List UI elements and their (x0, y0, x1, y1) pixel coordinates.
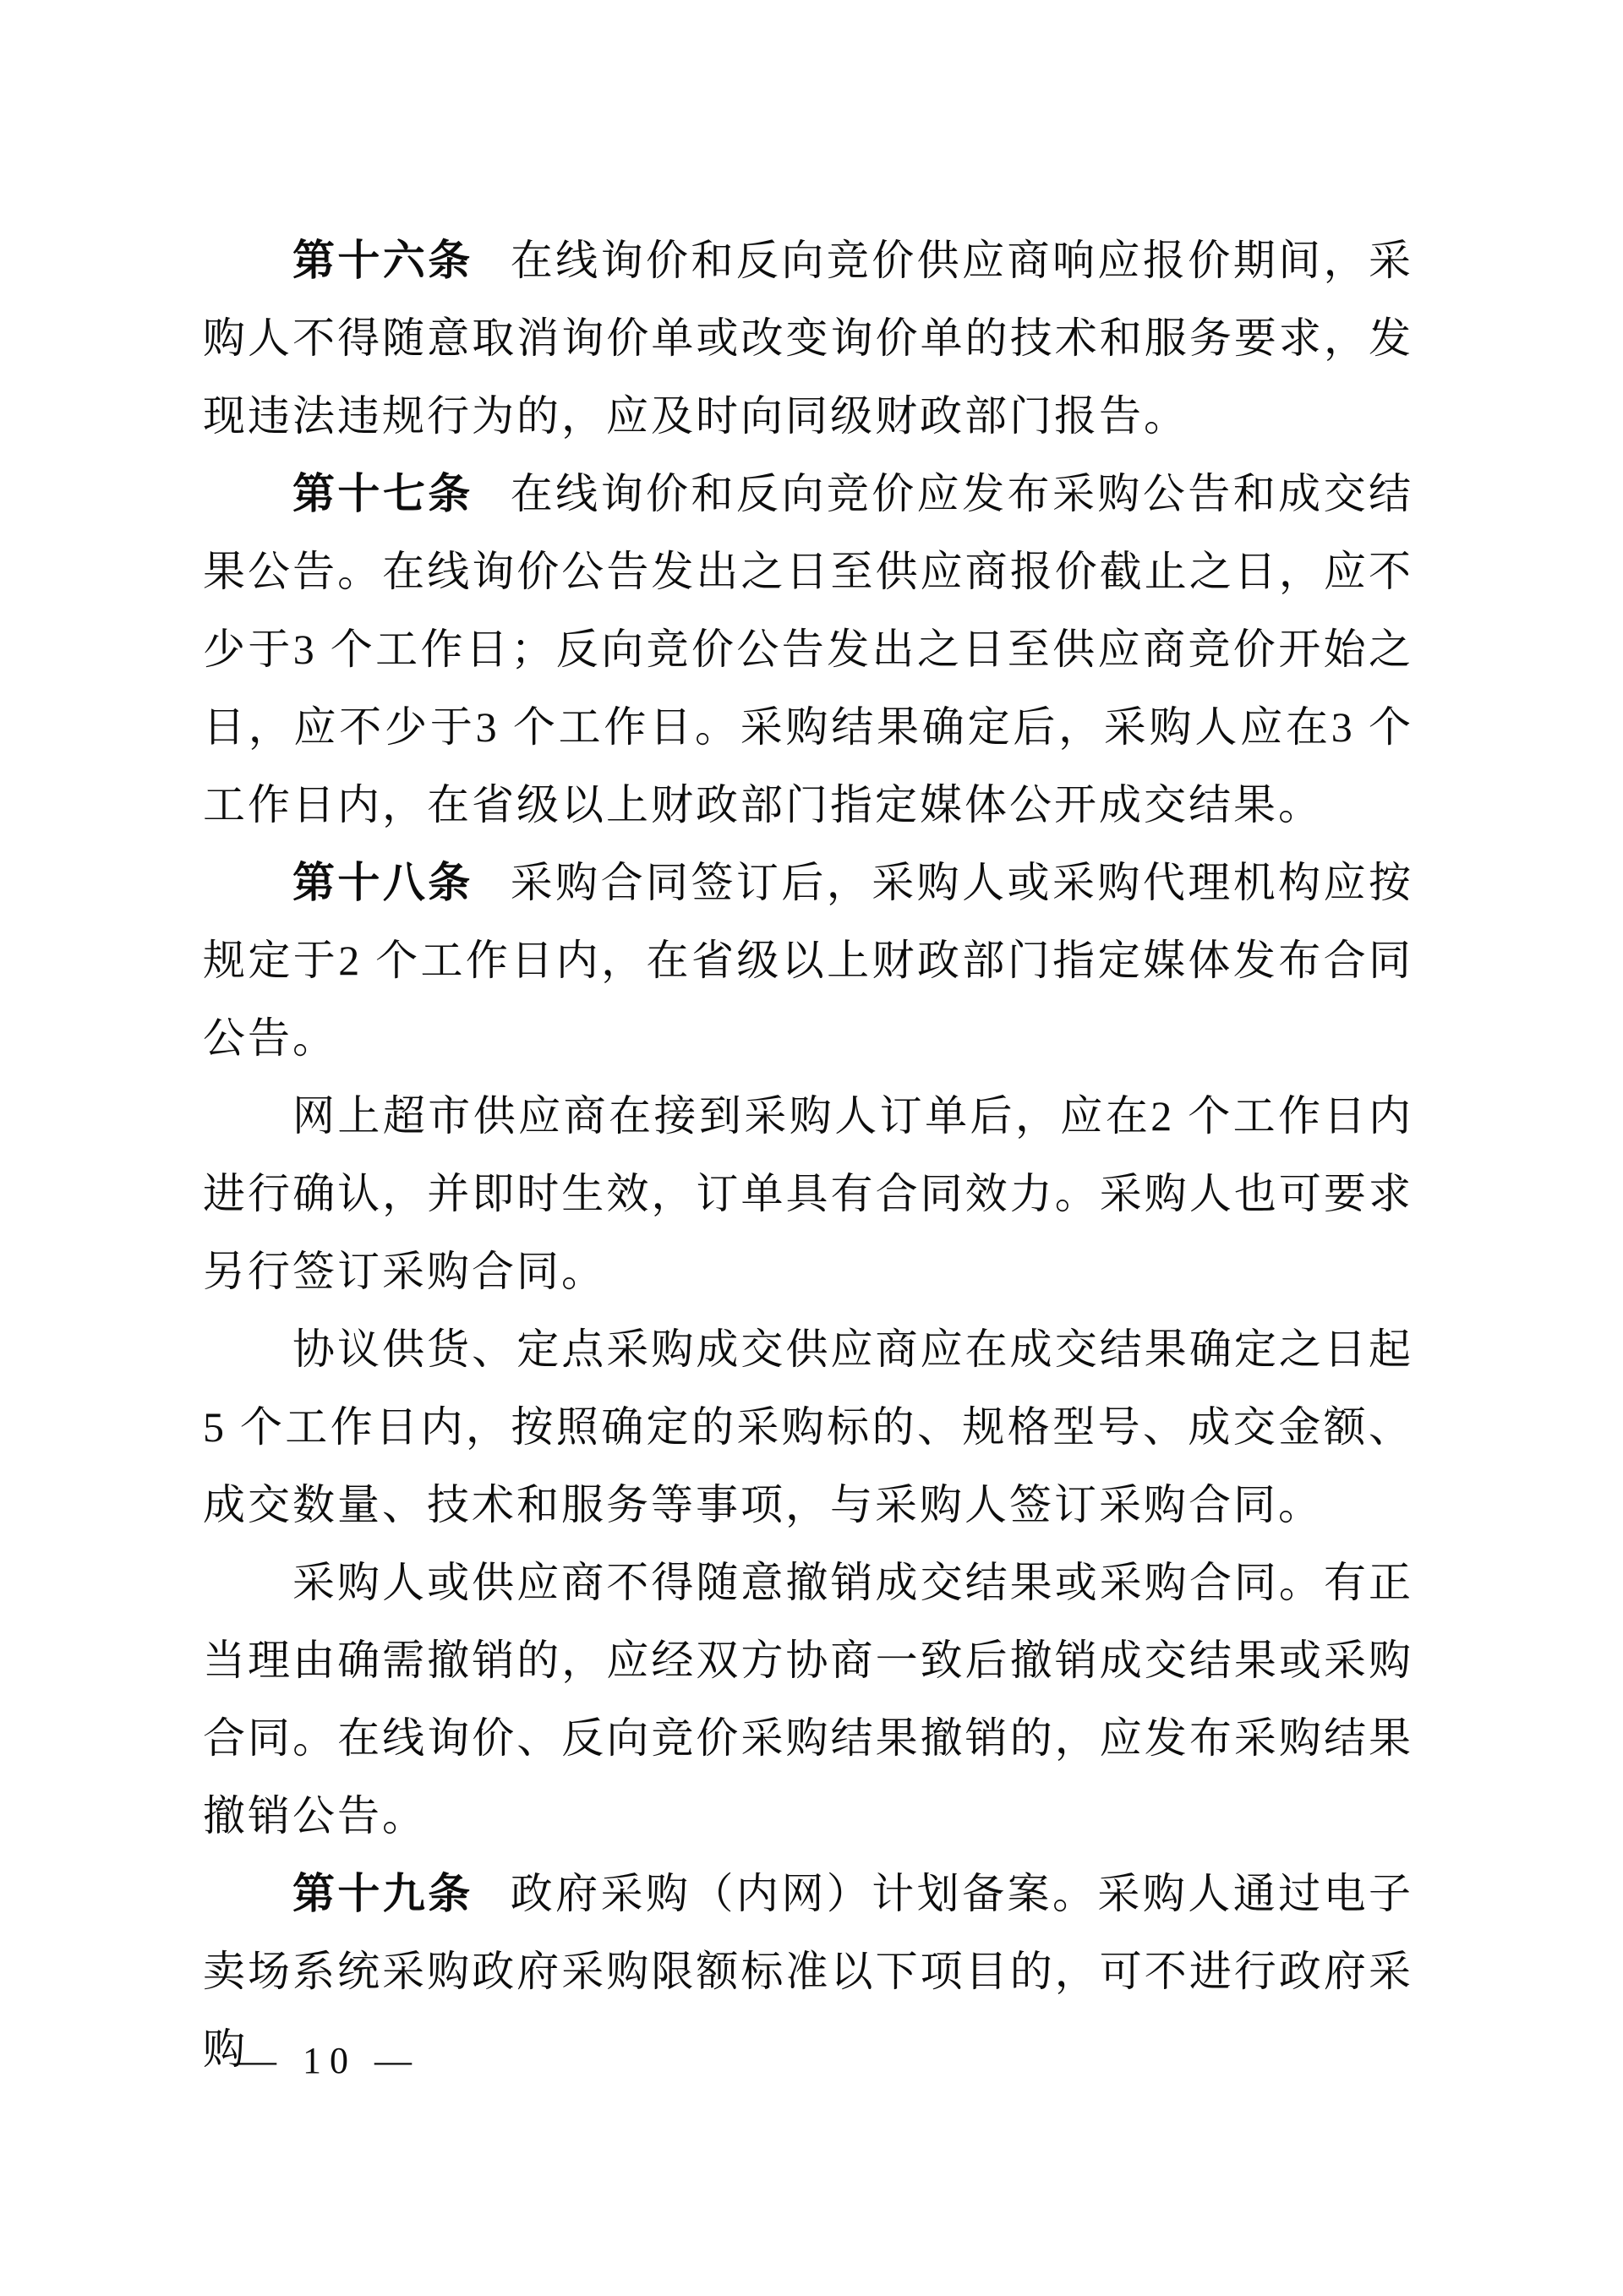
article-18-text: 采购合同签订后，采购人或采购代理机构应按规定于2 个工作日内，在省级以上财政部门指定媒体发布合同公告。 (203, 859, 1414, 1062)
paragraph-agreement-supply (203, 1310, 1413, 1544)
paragraph-article-16 (203, 221, 1413, 455)
article-16-heading: 第十六条 (292, 237, 473, 284)
article-19-text: 政府采购（内网）计划备案。采购人通过电子卖场系统采购政府采购限额标准以下项目的，可不进行政府采购 (203, 1870, 1414, 2073)
revocation-rules-text: 采购人或供应商不得随意撤销成交结果或采购合同。有正当理由确需撤销的，应经双方协商一致后撤销成交结果或采购合同。在线询价、反向竞价采购结果撤销的，应发布采购结果撤销公告。 (203, 1559, 1413, 1840)
paragraph-article-18 (203, 844, 1413, 1077)
page-number: — 10 — (239, 2040, 420, 2081)
article-17-text: 在线询价和反向竞价应发布采购公告和成交结果公告。在线询价公告发出之日至供应商报价截止之日，应不少于3 个工作日；反向竞价公告发出之日至供应商竞价开始之日，应不少于3 个工作日。采购结果确定后，采购人应在3 个工作日内，在省级以上财政部门指定媒体公开成交结果。 (203, 470, 1414, 828)
paragraph-online-mall-orders (203, 1077, 1413, 1310)
article-16-text: 在线询价和反向竞价供应商响应报价期间，采购人不得随意取消询价单或改变询价单的技术和服务要求，发现违法违规行为的，应及时向同级财政部门报告。 (203, 237, 1414, 440)
article-18-heading: 第十八条 (292, 859, 473, 906)
article-17-heading: 第十七条 (292, 470, 473, 517)
document-body (203, 221, 1413, 2088)
paragraph-revocation-rules (203, 1544, 1413, 1855)
online-mall-orders-text: 网上超市供应商在接到采购人订单后，应在2 个工作日内进行确认，并即时生效，订单具有合同效力。采购人也可要求另行签订采购合同。 (203, 1092, 1413, 1295)
paragraph-article-17 (203, 455, 1413, 844)
article-19-heading: 第十九条 (292, 1870, 473, 1917)
agreement-supply-text: 协议供货、定点采购成交供应商应在成交结果确定之日起5 个工作日内，按照确定的采购标的、规格型号、成交金额、成交数量、技术和服务等事项，与采购人签订采购合同。 (203, 1326, 1413, 1528)
